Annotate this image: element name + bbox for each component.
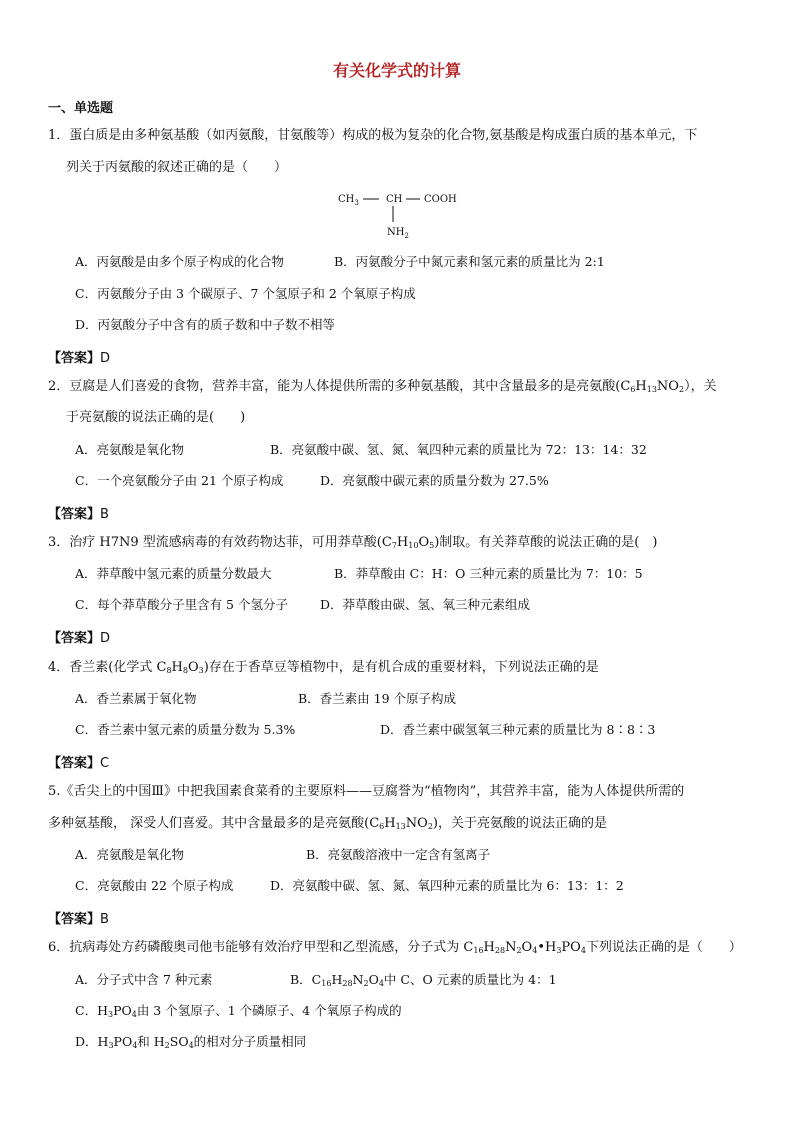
q3-option-a: A．莽草酸中氢元素的质量分数最大 (75, 566, 272, 581)
q3-option-b: B．莽草酸由 C：H：O 三种元素的质量比为 7：10：5 (334, 566, 643, 581)
structure-ch: CH (386, 194, 403, 205)
q4-option-b: B．香兰素由 19 个原子构成 (298, 691, 457, 706)
section-heading: 一、单选题 (48, 101, 114, 116)
q1-option-a: A．丙氨酸是由多个原子构成的化合物 (75, 254, 285, 269)
q4-stem: 4．香兰素(化学式 $C_8H_8O_3$)存在于香草豆等植物中，是有机合成的重要材料，下列说法正确的是 (48, 660, 599, 675)
q2-stem-line2: 于亮氨酸的说法正确的是( ) (66, 410, 246, 425)
q6-option-c: C．$H_3PO_4$由 3 个氢原子、1 个磷原子、4 个氧原子构成的 (75, 1003, 402, 1019)
q5-option-a: A．亮氨酸是氧化物 (75, 847, 185, 862)
q5-stem-line1: 5.《舌尖上的中国Ⅲ》中把我国素食菜肴的主要原料——豆腐誉为“植物肉”，其营养丰富，能为人体提供所需的 (48, 784, 685, 799)
q1-option-d: D．丙氨酸分子中含有的质子数和中子数不相等 (75, 317, 336, 332)
q4-option-d: D．香兰素中碳氢氧三种元素的质量比为 8∶8∶3 (380, 722, 656, 737)
q2-stem-line1: 2．豆腐是人们喜爱的食物，营养丰富，能为人体提供所需的多种氨基酸，其中含量最多的是亮氨酸$(C_6H_{13}NO_2)$，关 (48, 379, 717, 394)
page-title: 有关化学式的计算 (332, 61, 461, 80)
q3-stem: 3．治疗 H7N9 型流感病毒的有效药物达菲，可用莽草酸$(C_7H_{10}O_5)$制取。有关莽草酸的说法正确的是( ) (48, 535, 658, 550)
q3-option-c: C．每个莽草酸分子里含有 5 个氢分子 (75, 597, 288, 612)
q1-answer: 【答案】D (48, 351, 111, 366)
q5-option-c: C．亮氨酸由 22 个原子构成 (75, 878, 234, 893)
q6-option-a: A．分子式中含 7 种元素 (75, 972, 213, 987)
q5-option-b: B．亮氨酸溶液中一定含有氢离子 (306, 847, 491, 862)
q1-stem-line2: 列关于丙氨酸的叙述正确的是（ ） (66, 160, 288, 175)
q5-option-d: D．亮氨酸中碳、氢、氮、氧四种元素的质量比为 6：13：1：2 (270, 878, 624, 893)
q4-option-a: A．香兰素属于氧化物 (75, 691, 197, 706)
q1-stem-line1: 1．蛋白质是由多种氨基酸（如丙氨酸，甘氨酸等）构成的极为复杂的化合物,氨基酸是构成蛋白质的基本单元，下 (48, 128, 698, 143)
q3-option-d: D．莽草酸由碳、氢、氧三种元素组成 (320, 597, 531, 612)
structure-ch3: $CH_3$ (338, 194, 359, 207)
q4-answer: 【答案】C (48, 756, 110, 771)
q6-option-b: B．$C_{16}H_{28}N_2O_4$中 C、O 元素的质量比为 4：1 (290, 972, 557, 988)
q2-option-a: A．亮氨酸是氧化物 (75, 442, 185, 457)
q1-option-c: C．丙氨酸分子由 3 个碳原子、7 个氢原子和 2 个氧原子构成 (75, 286, 416, 301)
q5-stem-line2: 多种氨基酸， 深受人们喜爱。其中含量最多的是亮氨酸$(C_6H_{13}NO_2)$，关于亮氨酸的说法正确的是 (48, 816, 607, 831)
q2-option-c: C．一个亮氨酸分子由 21 个原子构成 (75, 473, 284, 488)
q3-answer: 【答案】D (48, 631, 111, 646)
q4-option-c: C．香兰素中氢元素的质量分数为 5.3% (75, 722, 296, 737)
q1-option-b: B．丙氨酸分子中氮元素和氢元素的质量比为 2:1 (334, 254, 605, 269)
q2-answer: 【答案】B (48, 507, 109, 522)
q6-option-d: D．$H_3PO_4$和 $H_2SO_4$的相对分子质量相同 (75, 1034, 307, 1050)
q5-answer: 【答案】B (48, 912, 109, 927)
structure-nh2: $NH_2$ (387, 227, 409, 240)
structure-cooh: COOH (424, 194, 457, 205)
alanine-structure-diagram (336, 190, 466, 240)
q2-option-b: B．亮氨酸中碳、氢、氮、氧四种元素的质量比为 72：13：14：32 (270, 442, 647, 457)
q6-stem: 6．抗病毒处方药磷酸奥司他韦能够有效治疗甲型和乙型流感，分子式为 $C_{16}H_{28}N_2O_4•H_3PO_4$下列说法正确的是（ ） (48, 940, 742, 955)
q2-option-d: D．亮氨酸中碳元素的质量分数为 27.5% (320, 473, 549, 488)
